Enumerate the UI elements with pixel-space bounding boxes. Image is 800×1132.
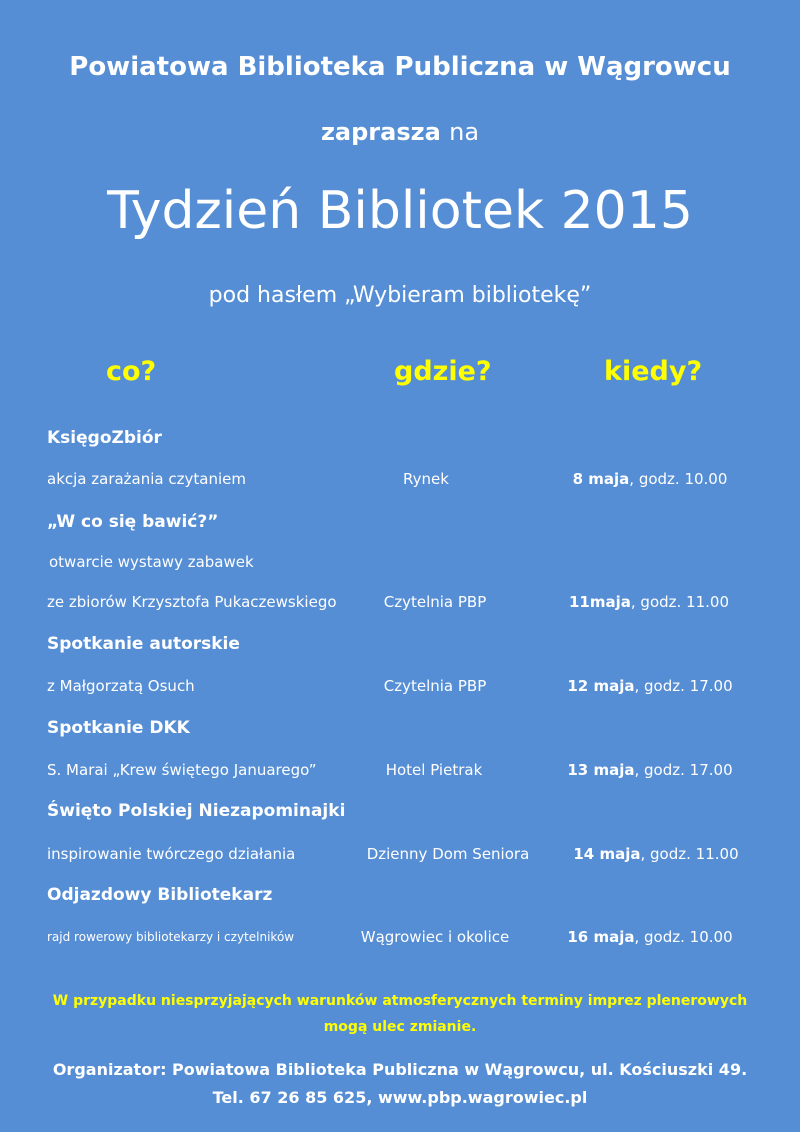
- event-date: [540, 928, 760, 946]
- weather-notice-line2: mogą ulec zmianie.: [323, 1019, 477, 1035]
- event-description: akcja zarażania czytaniem: [47, 470, 246, 488]
- event-title: Święto Polskiej Niezapominajki: [47, 801, 346, 821]
- event-title: Spotkanie DKK: [47, 718, 190, 738]
- event-day: 16 maja: [567, 928, 635, 946]
- invites-line: [0, 118, 800, 146]
- event-title: KsięgoZbiór: [47, 428, 162, 448]
- event-time: , godz. 17.00: [634, 761, 733, 779]
- organizer-info: [0, 1056, 800, 1112]
- event-place: Rynek: [403, 470, 449, 488]
- weather-notice-line1: W przypadku niesprzyjających warunków atmosferycznych terminy imprez plenerowych: [52, 993, 748, 1009]
- event-place: Dzienny Dom Seniora: [366, 845, 530, 863]
- event-title: Odjazdowy Bibliotekarz: [47, 885, 273, 905]
- event-time: , godz. 10.00: [629, 470, 728, 488]
- library-name: Powiatowa Biblioteka Publiczna w Wągrowcu: [69, 52, 731, 82]
- event-place: Czytelnia PBP: [383, 677, 487, 695]
- column-header-where: gdzie?: [394, 356, 492, 387]
- motto: pod hasłem „Wybieram bibliotekę”: [208, 283, 592, 308]
- event-date: [546, 845, 766, 863]
- event-description: inspirowanie twórczego działania: [47, 845, 296, 863]
- event-title: Spotkanie autorskie: [47, 634, 240, 654]
- event-time: , godz. 11.00: [630, 593, 729, 611]
- event-date: [540, 677, 760, 695]
- event-place: Wągrowiec i okolice: [360, 928, 510, 946]
- event-day: 11maja: [569, 593, 631, 611]
- event-description: rajd rowerowy bibliotekarzy i czytelników: [47, 930, 295, 944]
- event-day: 13 maja: [567, 761, 635, 779]
- weather-notice: [0, 988, 800, 1040]
- organizer-address: Organizator: Powiatowa Biblioteka Publiczna w Wągrowcu, ul. Kościuszki 49.: [52, 1060, 748, 1079]
- event-date: [540, 470, 760, 488]
- invites-word: zaprasza: [320, 118, 441, 146]
- event-day: 12 maja: [567, 677, 635, 695]
- page-title: Tydzień Bibliotek 2015: [107, 181, 693, 241]
- event-description-pre: otwarcie wystawy zabawek: [49, 553, 254, 571]
- event-place: Hotel Pietrak: [385, 761, 483, 779]
- event-day: 8 maja: [572, 470, 630, 488]
- event-description: ze zbiorów Krzysztofa Pukaczewskiego: [47, 593, 337, 611]
- event-date: [539, 593, 759, 611]
- column-header-when: kiedy?: [604, 356, 703, 387]
- invites-suffix: na: [449, 118, 480, 146]
- event-description: z Małgorzatą Osuch: [47, 677, 195, 695]
- event-place: Czytelnia PBP: [383, 593, 487, 611]
- column-header-what: co?: [106, 356, 157, 387]
- event-time: , godz. 10.00: [634, 928, 733, 946]
- event-day: 14 maja: [573, 845, 641, 863]
- event-time: , godz. 11.00: [640, 845, 739, 863]
- organizer-contact: Tel. 67 26 85 625, www.pbp.wagrowiec.pl: [212, 1088, 588, 1107]
- event-date: [540, 761, 760, 779]
- event-title: „W co się bawić?”: [47, 512, 219, 532]
- event-description: S. Marai „Krew świętego Januarego”: [47, 761, 317, 779]
- event-time: , godz. 17.00: [634, 677, 733, 695]
